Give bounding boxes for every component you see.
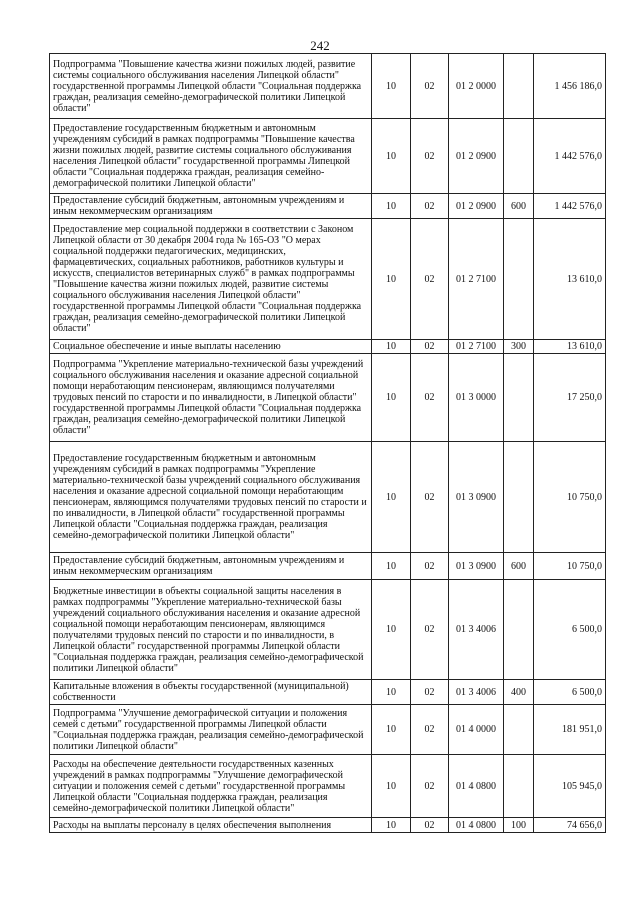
amount: 17 250,0 (534, 354, 606, 442)
amount: 6 500,0 (534, 680, 606, 705)
row-description: Предоставление государственным бюджетным и автономным учреждениям субсидий в рамках подпрограммы "Укрепление материально-технической базы учреждений социального обслуживания населения и оказание адресной социальной помощи неработающим пенсионерам, являющимся получателями трудовых пенсий по старости и по инвалидности, в Липецкой области" государственной программы Липецкой области "Социальная поддержка граждан, реализация семейно-демографической политики Липецкой области" (50, 442, 372, 553)
table-row (50, 680, 606, 705)
subsection-code: 02 (411, 119, 449, 194)
target-article-code: 01 2 7100 (449, 340, 504, 354)
section-code: 10 (372, 119, 411, 194)
row-description: Предоставление государственным бюджетным и автономным учреждениям субсидий в рамках подпрограммы "Повышение качества жизни пожилых людей, развитие системы социального обслуживания населения Липецкой области" государственной программы Липецкой области "Социальная поддержка граждан, реализация семейно-демографической политики Липецкой области" (50, 119, 372, 194)
row-description: Расходы на обеспечение деятельности государственных казенных учреждений в рамках подпрограммы "Улучшение демографической ситуации и положения семей с детьми" государственной программы Липецкой области "Социальная поддержка граждан, реализация семейно-демографической политики Липецкой области" (50, 755, 372, 818)
amount: 6 500,0 (534, 580, 606, 680)
table-row (50, 442, 606, 553)
target-article-code: 01 2 0900 (449, 119, 504, 194)
table-row (50, 354, 606, 442)
target-article-code: 01 3 4006 (449, 580, 504, 680)
subsection-code: 02 (411, 219, 449, 340)
subsection-code: 02 (411, 705, 449, 755)
row-description: Капитальные вложения в объекты государственной (муниципальной) собственности (50, 680, 372, 705)
row-description: Подпрограмма "Повышение качества жизни пожилых людей, развитие системы социального обслуживания населения Липецкой области" государственной программы Липецкой области "Социальная поддержка граждан, реализация семейно-демографической политики Липецкой области" (50, 54, 372, 119)
target-article-code: 01 3 0000 (449, 354, 504, 442)
subsection-code: 02 (411, 680, 449, 705)
target-article-code: 01 4 0800 (449, 755, 504, 818)
table-row (50, 194, 606, 219)
amount: 10 750,0 (534, 442, 606, 553)
amount: 13 610,0 (534, 340, 606, 354)
expense-type-code: 600 (504, 194, 534, 219)
amount: 74 656,0 (534, 818, 606, 833)
row-description: Предоставление субсидий бюджетным, автономным учреждениям и иным некоммерческим организациям (50, 553, 372, 580)
section-code: 10 (372, 580, 411, 680)
target-article-code: 01 2 0000 (449, 54, 504, 119)
target-article-code: 01 4 0000 (449, 705, 504, 755)
table-row (50, 340, 606, 354)
amount: 105 945,0 (534, 755, 606, 818)
target-article-code: 01 3 4006 (449, 680, 504, 705)
expense-type-code: 100 (504, 818, 534, 833)
table-row (50, 818, 606, 833)
amount: 10 750,0 (534, 553, 606, 580)
table-row (50, 54, 606, 119)
amount: 1 442 576,0 (534, 194, 606, 219)
subsection-code: 02 (411, 340, 449, 354)
section-code: 10 (372, 705, 411, 755)
amount: 13 610,0 (534, 219, 606, 340)
expense-type-code: 300 (504, 340, 534, 354)
table-row (50, 219, 606, 340)
expense-type-code: 400 (504, 680, 534, 705)
expense-type-code (504, 219, 534, 340)
target-article-code: 01 3 0900 (449, 553, 504, 580)
row-description: Предоставление субсидий бюджетным, автономным учреждениям и иным некоммерческим организациям (50, 194, 372, 219)
page-number: 242 (310, 38, 330, 53)
subsection-code: 02 (411, 354, 449, 442)
section-code: 10 (372, 680, 411, 705)
expense-type-code (504, 442, 534, 553)
subsection-code: 02 (411, 818, 449, 833)
section-code: 10 (372, 755, 411, 818)
amount: 1 442 576,0 (534, 119, 606, 194)
section-code: 10 (372, 354, 411, 442)
subsection-code: 02 (411, 442, 449, 553)
section-code: 10 (372, 553, 411, 580)
subsection-code: 02 (411, 194, 449, 219)
section-code: 10 (372, 219, 411, 340)
expense-type-code (504, 119, 534, 194)
expense-type-code (504, 580, 534, 680)
target-article-code: 01 2 7100 (449, 219, 504, 340)
budget-table (49, 53, 606, 833)
table-row (50, 755, 606, 818)
table-row (50, 580, 606, 680)
subsection-code: 02 (411, 580, 449, 680)
table-row (50, 553, 606, 580)
table-row (50, 705, 606, 755)
target-article-code: 01 4 0800 (449, 818, 504, 833)
target-article-code: 01 2 0900 (449, 194, 504, 219)
expense-type-code (504, 354, 534, 442)
target-article-code: 01 3 0900 (449, 442, 504, 553)
amount: 181 951,0 (534, 705, 606, 755)
subsection-code: 02 (411, 553, 449, 580)
section-code: 10 (372, 442, 411, 553)
row-description: Бюджетные инвестиции в объекты социальной защиты населения в рамках подпрограммы "Укрепление материально-технической базы учреждений социального обслуживания населения и оказание адресной социальной помощи неработающим пенсионерам, являющимся получателями трудовых пенсий по старости и по инвалидности, в Липецкой области" государственной программы Липецкой области "Социальная поддержка граждан, реализация семейно-демографической политики Липецкой области" (50, 580, 372, 680)
expense-type-code: 600 (504, 553, 534, 580)
section-code: 10 (372, 194, 411, 219)
row-description: Предоставление мер социальной поддержки в соответствии с Законом Липецкой области от 30 декабря 2004 года № 165-ОЗ "О мерах социальной поддержки педагогических, медицинских, фармацевтических, социальных работников, работников культуры и искусств, специалистов ветеринарных служб" в рамках подпрограммы "Повышение качества жизни пожилых людей, развитие системы социального обслуживания населения Липецкой области" государственной программы Липецкой области "Социальная поддержка граждан, реализация семейно-демографической политики Липецкой области" (50, 219, 372, 340)
subsection-code: 02 (411, 755, 449, 818)
table-row (50, 119, 606, 194)
row-description: Подпрограмма "Улучшение демографической ситуации и положения семей с детьми" государственной программы Липецкой области "Социальная поддержка граждан, реализация семейно-демографической политики Липецкой области" (50, 705, 372, 755)
section-code: 10 (372, 818, 411, 833)
row-description: Подпрограмма "Укрепление материально-технической базы учреждений социального обслуживания населения и оказание адресной социальной помощи неработающим пенсионерам, являющимся получателями трудовых пенсий по старости и по инвалидности, в Липецкой области" государственной программы Липецкой области "Социальная поддержка граждан, реализация семейно-демографической политики Липецкой области" (50, 354, 372, 442)
subsection-code: 02 (411, 54, 449, 119)
expense-type-code (504, 54, 534, 119)
row-description: Социальное обеспечение и иные выплаты населению (50, 340, 372, 354)
section-code: 10 (372, 340, 411, 354)
expense-type-code (504, 705, 534, 755)
expense-type-code (504, 755, 534, 818)
amount: 1 456 186,0 (534, 54, 606, 119)
section-code: 10 (372, 54, 411, 119)
row-description: Расходы на выплаты персоналу в целях обеспечения выполнения (50, 818, 372, 833)
